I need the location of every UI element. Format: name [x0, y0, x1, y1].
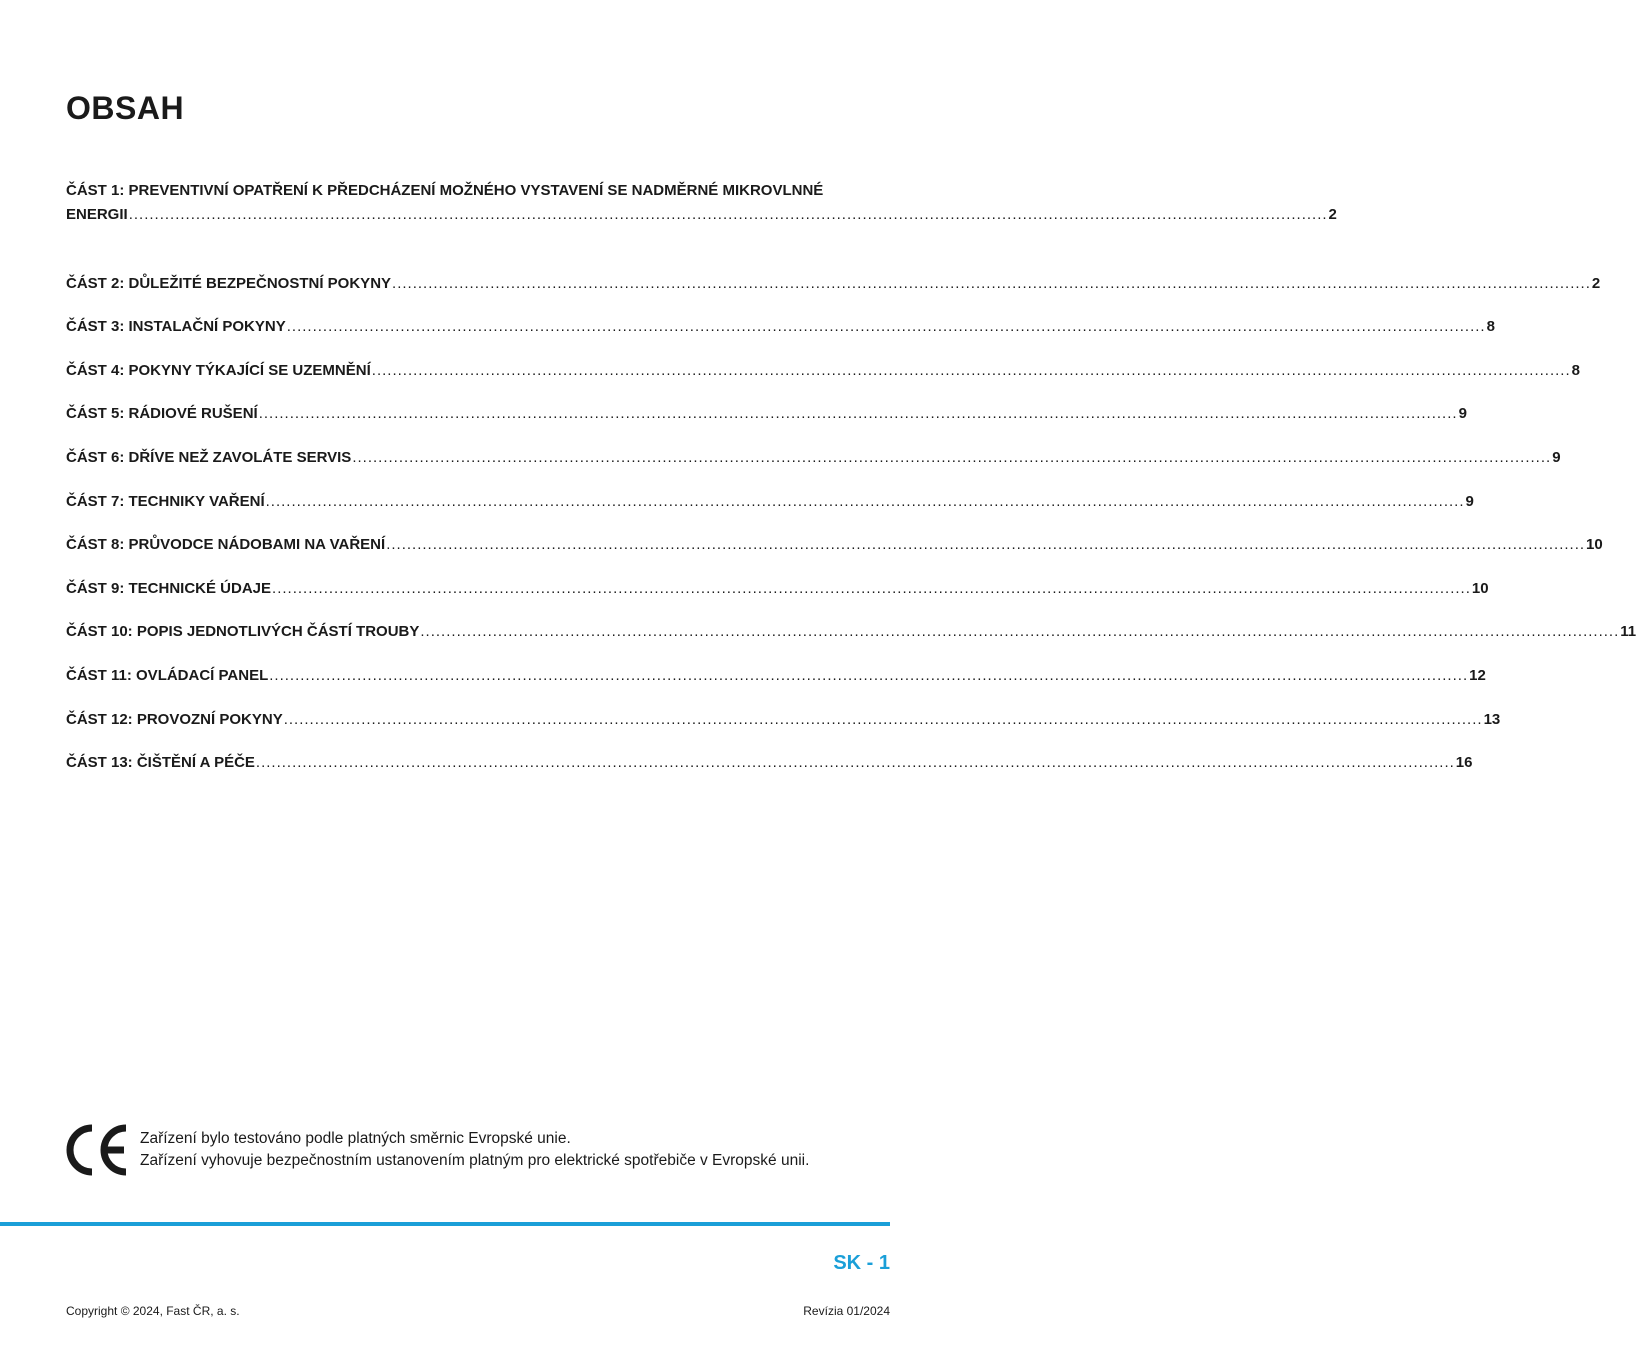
- toc-item-label: ČÁST 8: PRŮVODCE NÁDOBAMI NA VAŘENÍ: [66, 536, 386, 554]
- toc-item-page: 2: [1591, 274, 1601, 292]
- toc-leader-dots: ........................................................................................................................................................................................................................................: [269, 666, 1469, 684]
- copyright: Copyright © 2024, Fast ČR, a. s.: [66, 1304, 240, 1318]
- toc-item-label: ČÁST 2: DŮLEŽITÉ BEZPEČNOSTNÍ POKYNY: [66, 274, 392, 292]
- ce-text-line1: Zařízení bylo testováno podle platných směrnic Evropské unie.: [140, 1130, 571, 1147]
- toc-item-page: 10: [1586, 536, 1603, 554]
- toc-item-5[interactable]: [66, 382, 1467, 426]
- toc-item-page: 8: [1571, 361, 1580, 379]
- toc-item-page: 9: [1552, 448, 1561, 466]
- toc-leader-dots: ........................................................................................................................................................................................................................................: [255, 754, 1455, 772]
- toc-item-label: ČÁST 9: TECHNICKÉ ÚDAJE: [66, 579, 272, 597]
- toc-item-1[interactable]: [66, 180, 1337, 251]
- toc-item-page: 10: [1471, 579, 1489, 597]
- toc-item-label: ČÁST 10: POPIS JEDNOTLIVÝCH ČÁSTÍ TROUBY: [66, 623, 420, 641]
- toc-leader-dots: ........................................................................................................................................................................................................................................: [286, 318, 1486, 336]
- toc-leader-dots: ........................................................................................................................................................................................................................................: [386, 536, 1586, 554]
- toc-item-page: 12: [1469, 666, 1486, 684]
- ce-text-line2: Zařízení vyhovuje bezpečnostním ustanovením platným pro elektrické spotřebiče v Evropské unii.: [140, 1152, 810, 1169]
- toc-item-label: ČÁST 12: PROVOZNÍ POKYNY: [66, 710, 283, 728]
- toc-item-label: ČÁST 7: TECHNIKY VAŘENÍ: [66, 492, 265, 510]
- page-title: OBSAH: [66, 90, 185, 126]
- ce-declaration: [66, 1124, 809, 1176]
- toc-leader-dots: ........................................................................................................................................................................................................................................: [283, 710, 1483, 728]
- toc-item-13[interactable]: [66, 731, 1473, 775]
- toc-item-label: ČÁST 3: INSTALAČNÍ POKYNY: [66, 318, 286, 336]
- toc-item-page: 11: [1620, 623, 1636, 641]
- ce-mark-icon: [66, 1124, 128, 1176]
- toc-item-9[interactable]: [66, 556, 1489, 600]
- footer-divider: [0, 1222, 890, 1226]
- toc-item-11[interactable]: [66, 643, 1486, 687]
- toc-item-label: ČÁST 13: ČIŠTĚNÍ A PÉČE: [66, 754, 255, 772]
- toc-leader-dots: ........................................................................................................................................................................................................................................: [420, 623, 1620, 641]
- toc-item-label-line1: ČÁST 1: PREVENTIVNÍ OPATŘENÍ K PŘEDCHÁZENÍ MOŽNÉHO VYSTAVENÍ SE NADMĚRNÉ MIKROVLNNÉ: [66, 182, 824, 199]
- toc-item-page: 16: [1455, 754, 1473, 772]
- revision: Revízia 01/2024: [803, 1304, 890, 1318]
- toc-item-page: 9: [1465, 492, 1474, 510]
- toc-item-page: 8: [1486, 318, 1495, 336]
- toc-item-2[interactable]: [66, 251, 1601, 295]
- toc-item-6[interactable]: [66, 425, 1561, 469]
- toc-leader-dots: ........................................................................................................................................................................................................................................: [371, 361, 1571, 379]
- toc-item-page: 9: [1458, 405, 1467, 423]
- toc-item-7[interactable]: [66, 469, 1474, 513]
- toc-item-3[interactable]: [66, 295, 1495, 339]
- toc-item-8[interactable]: [66, 513, 1603, 557]
- toc-item-4[interactable]: [66, 338, 1580, 382]
- toc-leader-dots: ........................................................................................................................................................................................................................................: [272, 579, 1471, 597]
- toc-leader-dots: ........................................................................................................................................................................................................................................: [258, 405, 1458, 423]
- toc-item-page: 13: [1483, 710, 1501, 728]
- table-of-contents: [66, 180, 1636, 774]
- toc-leader-dots: ........................................................................................................................................................................................................................................: [265, 492, 1465, 510]
- toc-item-label: ENERGII: [66, 206, 128, 223]
- toc-item-page: 2: [1328, 206, 1337, 223]
- toc-leader-dots: ........................................................................................................................................................................................................................................: [128, 206, 1328, 223]
- ce-text: [140, 1128, 809, 1172]
- page-number: SK - 1: [833, 1252, 890, 1274]
- toc-item-label: ČÁST 5: RÁDIOVÉ RUŠENÍ: [66, 405, 258, 423]
- toc-item-label: ČÁST 6: DŘÍVE NEŽ ZAVOLÁTE SERVIS: [66, 448, 352, 466]
- toc-item-10[interactable]: [66, 600, 1636, 644]
- toc-item-label: ČÁST 11: OVLÁDACÍ PANEL: [66, 666, 269, 684]
- toc-item-label: ČÁST 4: POKYNY TÝKAJÍCÍ SE UZEMNĚNÍ: [66, 361, 371, 379]
- toc-leader-dots: ........................................................................................................................................................................................................................................: [392, 274, 1591, 292]
- toc-leader-dots: ........................................................................................................................................................................................................................................: [352, 448, 1552, 466]
- toc-item-12[interactable]: [66, 687, 1501, 731]
